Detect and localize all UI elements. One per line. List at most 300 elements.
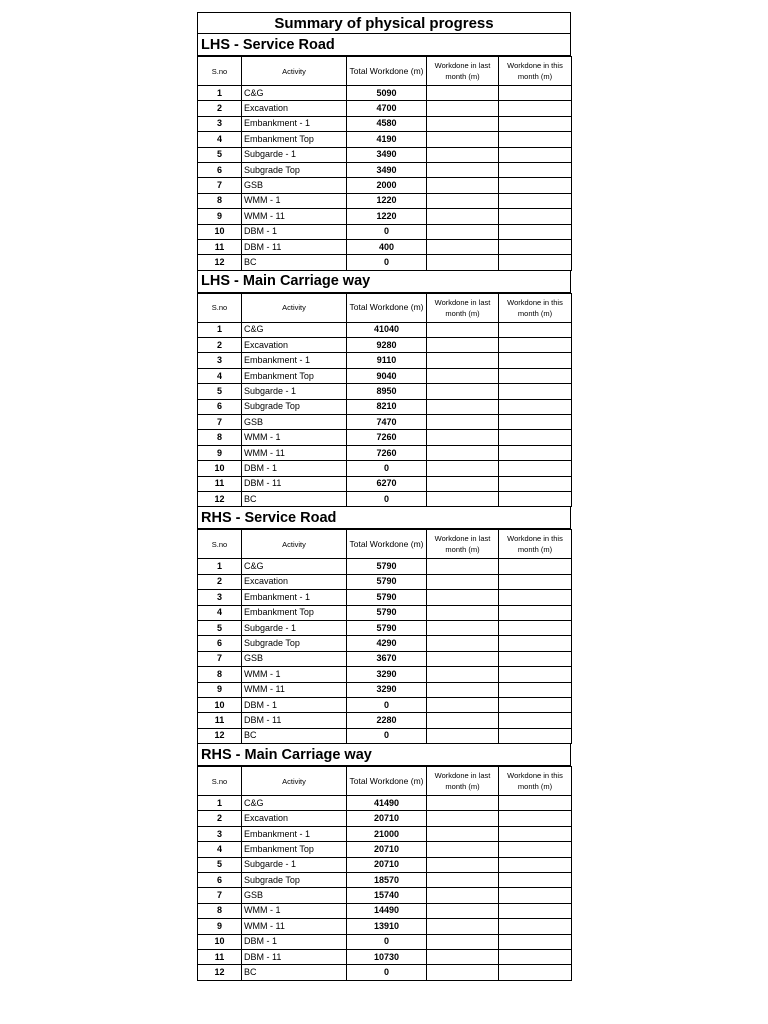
cell-sno: 12 (198, 255, 242, 270)
cell-last-month (427, 209, 499, 224)
cell-activity: Embankment Top (242, 842, 347, 857)
cell-sno: 5 (198, 857, 242, 872)
cell-this-month (499, 86, 572, 101)
cell-last-month (427, 353, 499, 368)
cell-total-workdone: 9280 (347, 338, 427, 353)
table-row (198, 193, 572, 208)
cell-activity: BC (242, 491, 347, 506)
cell-this-month (499, 116, 572, 131)
cell-sno: 9 (198, 682, 242, 697)
cell-total-workdone: 4700 (347, 101, 427, 116)
cell-total-workdone: 3670 (347, 651, 427, 666)
cell-last-month (427, 445, 499, 460)
header-activity: Activity (242, 530, 347, 559)
cell-this-month (499, 338, 572, 353)
cell-sno: 7 (198, 888, 242, 903)
cell-total-workdone: 5790 (347, 574, 427, 589)
table-row (198, 590, 572, 605)
cell-sno: 2 (198, 574, 242, 589)
section (197, 34, 571, 271)
cell-last-month (427, 574, 499, 589)
section-heading: LHS - Service Road (197, 34, 571, 56)
cell-activity: Subgarde - 1 (242, 620, 347, 635)
cell-last-month (427, 255, 499, 270)
cell-activity: DBM - 1 (242, 934, 347, 949)
cell-this-month (499, 368, 572, 383)
cell-total-workdone: 400 (347, 239, 427, 254)
table-row (198, 445, 572, 460)
cell-activity: WMM - 11 (242, 919, 347, 934)
header-total-workdone: Total Workdone (m) (347, 57, 427, 86)
cell-last-month (427, 636, 499, 651)
cell-total-workdone: 41040 (347, 322, 427, 337)
table-row (198, 667, 572, 682)
table-row (198, 399, 572, 414)
cell-total-workdone: 15740 (347, 888, 427, 903)
cell-activity: WMM - 1 (242, 903, 347, 918)
cell-sno: 10 (198, 224, 242, 239)
cell-this-month (499, 147, 572, 162)
cell-total-workdone: 9110 (347, 353, 427, 368)
cell-activity: Excavation (242, 811, 347, 826)
header-row (198, 530, 572, 559)
cell-last-month (427, 651, 499, 666)
cell-sno: 5 (198, 384, 242, 399)
cell-total-workdone: 10730 (347, 949, 427, 964)
cell-last-month (427, 857, 499, 872)
table-row (198, 949, 572, 964)
cell-this-month (499, 857, 572, 872)
cell-sno: 11 (198, 949, 242, 964)
cell-this-month (499, 811, 572, 826)
cell-sno: 1 (198, 796, 242, 811)
header-total-workdone: Total Workdone (m) (347, 767, 427, 796)
cell-this-month (499, 713, 572, 728)
table-row (198, 796, 572, 811)
table-row (198, 903, 572, 918)
cell-activity: DBM - 11 (242, 239, 347, 254)
cell-activity: WMM - 11 (242, 682, 347, 697)
cell-last-month (427, 796, 499, 811)
cell-activity: Excavation (242, 101, 347, 116)
cell-sno: 9 (198, 209, 242, 224)
cell-this-month (499, 132, 572, 147)
progress-sheet (197, 12, 571, 981)
cell-last-month (427, 728, 499, 743)
table-row (198, 697, 572, 712)
table-row (198, 178, 572, 193)
cell-total-workdone: 7260 (347, 430, 427, 445)
cell-last-month (427, 903, 499, 918)
cell-activity: WMM - 1 (242, 430, 347, 445)
cell-this-month (499, 322, 572, 337)
cell-total-workdone: 3290 (347, 667, 427, 682)
sheet-title: Summary of physical progress (197, 12, 571, 34)
cell-last-month (427, 368, 499, 383)
header-activity: Activity (242, 767, 347, 796)
table-row (198, 368, 572, 383)
cell-total-workdone: 1220 (347, 193, 427, 208)
cell-this-month (499, 667, 572, 682)
section-heading: RHS - Main Carriage way (197, 744, 571, 766)
cell-sno: 6 (198, 636, 242, 651)
cell-activity: DBM - 1 (242, 224, 347, 239)
cell-last-month (427, 934, 499, 949)
cell-last-month (427, 605, 499, 620)
cell-total-workdone: 0 (347, 728, 427, 743)
header-total-workdone: Total Workdone (m) (347, 293, 427, 322)
cell-last-month (427, 178, 499, 193)
cell-total-workdone: 6270 (347, 476, 427, 491)
cell-activity: Subgrade Top (242, 399, 347, 414)
cell-sno: 3 (198, 826, 242, 841)
cell-activity: WMM - 11 (242, 445, 347, 460)
cell-last-month (427, 384, 499, 399)
table-row (198, 965, 572, 980)
cell-sno: 3 (198, 116, 242, 131)
cell-activity: BC (242, 965, 347, 980)
cell-this-month (499, 620, 572, 635)
cell-this-month (499, 209, 572, 224)
cell-activity: Excavation (242, 574, 347, 589)
cell-total-workdone: 5790 (347, 590, 427, 605)
cell-total-workdone: 0 (347, 255, 427, 270)
cell-sno: 1 (198, 322, 242, 337)
cell-last-month (427, 338, 499, 353)
cell-activity: Subgrade Top (242, 873, 347, 888)
table-row (198, 873, 572, 888)
section-heading: RHS - Service Road (197, 507, 571, 529)
cell-total-workdone: 8210 (347, 399, 427, 414)
table-row (198, 322, 572, 337)
section-table (197, 293, 572, 508)
header-row (198, 293, 572, 322)
table-row (198, 239, 572, 254)
table-row (198, 116, 572, 131)
cell-activity: Embankment - 1 (242, 590, 347, 605)
table-row (198, 857, 572, 872)
cell-sno: 8 (198, 903, 242, 918)
cell-last-month (427, 682, 499, 697)
table-row (198, 461, 572, 476)
cell-activity: Subgarde - 1 (242, 147, 347, 162)
cell-last-month (427, 322, 499, 337)
cell-activity: BC (242, 255, 347, 270)
cell-this-month (499, 934, 572, 949)
header-this-month: Workdone in this month (m) (499, 57, 572, 86)
cell-last-month (427, 399, 499, 414)
cell-activity: DBM - 11 (242, 949, 347, 964)
cell-sno: 9 (198, 445, 242, 460)
cell-activity: Embankment Top (242, 605, 347, 620)
cell-this-month (499, 491, 572, 506)
section-table (197, 56, 572, 271)
cell-activity: WMM - 1 (242, 667, 347, 682)
header-last-month: Workdone in last month (m) (427, 57, 499, 86)
table-row (198, 713, 572, 728)
cell-last-month (427, 949, 499, 964)
cell-activity: Subgrade Top (242, 636, 347, 651)
cell-sno: 10 (198, 697, 242, 712)
cell-total-workdone: 0 (347, 934, 427, 949)
cell-this-month (499, 697, 572, 712)
cell-sno: 2 (198, 811, 242, 826)
cell-total-workdone: 0 (347, 965, 427, 980)
cell-this-month (499, 919, 572, 934)
cell-sno: 2 (198, 338, 242, 353)
cell-total-workdone: 5790 (347, 620, 427, 635)
cell-total-workdone: 5090 (347, 86, 427, 101)
cell-last-month (427, 193, 499, 208)
cell-total-workdone: 14490 (347, 903, 427, 918)
cell-sno: 9 (198, 919, 242, 934)
cell-total-workdone: 41490 (347, 796, 427, 811)
header-row (198, 767, 572, 796)
cell-activity: C&G (242, 322, 347, 337)
cell-activity: Embankment - 1 (242, 116, 347, 131)
header-sno: S.no (198, 57, 242, 86)
cell-total-workdone: 18570 (347, 873, 427, 888)
cell-activity: Embankment Top (242, 132, 347, 147)
cell-last-month (427, 713, 499, 728)
cell-sno: 7 (198, 651, 242, 666)
table-row (198, 86, 572, 101)
table-row (198, 415, 572, 430)
cell-sno: 12 (198, 491, 242, 506)
cell-this-month (499, 842, 572, 857)
cell-this-month (499, 605, 572, 620)
cell-total-workdone: 7260 (347, 445, 427, 460)
table-row (198, 888, 572, 903)
cell-last-month (427, 811, 499, 826)
table-row (198, 147, 572, 162)
cell-this-month (499, 796, 572, 811)
cell-sno: 8 (198, 667, 242, 682)
cell-this-month (499, 445, 572, 460)
cell-activity: BC (242, 728, 347, 743)
cell-activity: C&G (242, 796, 347, 811)
cell-last-month (427, 101, 499, 116)
cell-last-month (427, 559, 499, 574)
section (197, 744, 571, 981)
section-table (197, 766, 572, 981)
cell-last-month (427, 873, 499, 888)
header-activity: Activity (242, 293, 347, 322)
cell-last-month (427, 132, 499, 147)
cell-sno: 11 (198, 713, 242, 728)
cell-this-month (499, 353, 572, 368)
cell-activity: Subgarde - 1 (242, 857, 347, 872)
header-sno: S.no (198, 767, 242, 796)
table-row (198, 826, 572, 841)
cell-activity: Embankment - 1 (242, 353, 347, 368)
cell-sno: 3 (198, 353, 242, 368)
table-row (198, 651, 572, 666)
header-last-month: Workdone in last month (m) (427, 767, 499, 796)
cell-sno: 7 (198, 415, 242, 430)
table-row (198, 255, 572, 270)
cell-sno: 3 (198, 590, 242, 605)
cell-sno: 4 (198, 132, 242, 147)
cell-sno: 4 (198, 605, 242, 620)
table-row (198, 842, 572, 857)
cell-this-month (499, 873, 572, 888)
cell-activity: Embankment Top (242, 368, 347, 383)
cell-this-month (499, 903, 572, 918)
header-this-month: Workdone in this month (m) (499, 530, 572, 559)
section-heading: LHS - Main Carriage way (197, 271, 571, 293)
cell-total-workdone: 4580 (347, 116, 427, 131)
cell-activity: DBM - 11 (242, 476, 347, 491)
cell-this-month (499, 636, 572, 651)
cell-this-month (499, 651, 572, 666)
table-row (198, 811, 572, 826)
cell-this-month (499, 590, 572, 605)
cell-this-month (499, 193, 572, 208)
cell-sno: 6 (198, 399, 242, 414)
cell-sno: 7 (198, 178, 242, 193)
cell-this-month (499, 949, 572, 964)
table-row (198, 224, 572, 239)
cell-total-workdone: 3490 (347, 162, 427, 177)
cell-last-month (427, 697, 499, 712)
table-row (198, 338, 572, 353)
sections-container (197, 34, 571, 981)
cell-sno: 6 (198, 162, 242, 177)
table-row (198, 620, 572, 635)
section (197, 271, 571, 508)
table-row (198, 476, 572, 491)
cell-total-workdone: 9040 (347, 368, 427, 383)
header-last-month: Workdone in last month (m) (427, 530, 499, 559)
cell-sno: 8 (198, 430, 242, 445)
cell-activity: C&G (242, 86, 347, 101)
cell-sno: 10 (198, 461, 242, 476)
cell-sno: 6 (198, 873, 242, 888)
header-row (198, 57, 572, 86)
cell-total-workdone: 21000 (347, 826, 427, 841)
cell-activity: C&G (242, 559, 347, 574)
cell-last-month (427, 430, 499, 445)
cell-this-month (499, 415, 572, 430)
cell-total-workdone: 20710 (347, 811, 427, 826)
cell-last-month (427, 224, 499, 239)
header-this-month: Workdone in this month (m) (499, 293, 572, 322)
cell-this-month (499, 682, 572, 697)
cell-activity: GSB (242, 415, 347, 430)
cell-last-month (427, 590, 499, 605)
table-row (198, 728, 572, 743)
cell-last-month (427, 415, 499, 430)
cell-last-month (427, 86, 499, 101)
cell-this-month (499, 826, 572, 841)
cell-activity: WMM - 1 (242, 193, 347, 208)
cell-total-workdone: 4190 (347, 132, 427, 147)
cell-this-month (499, 476, 572, 491)
cell-activity: Excavation (242, 338, 347, 353)
cell-sno: 1 (198, 86, 242, 101)
cell-this-month (499, 178, 572, 193)
cell-sno: 12 (198, 965, 242, 980)
cell-sno: 5 (198, 147, 242, 162)
cell-last-month (427, 667, 499, 682)
cell-total-workdone: 4290 (347, 636, 427, 651)
cell-this-month (499, 384, 572, 399)
cell-last-month (427, 476, 499, 491)
cell-total-workdone: 20710 (347, 857, 427, 872)
cell-this-month (499, 559, 572, 574)
cell-total-workdone: 0 (347, 224, 427, 239)
cell-this-month (499, 239, 572, 254)
cell-total-workdone: 0 (347, 491, 427, 506)
table-row (198, 430, 572, 445)
cell-last-month (427, 461, 499, 476)
header-total-workdone: Total Workdone (m) (347, 530, 427, 559)
cell-activity: GSB (242, 888, 347, 903)
cell-total-workdone: 20710 (347, 842, 427, 857)
cell-this-month (499, 888, 572, 903)
cell-total-workdone: 8950 (347, 384, 427, 399)
cell-this-month (499, 728, 572, 743)
cell-sno: 2 (198, 101, 242, 116)
cell-sno: 11 (198, 239, 242, 254)
cell-last-month (427, 888, 499, 903)
cell-this-month (499, 430, 572, 445)
cell-total-workdone: 0 (347, 697, 427, 712)
section (197, 507, 571, 744)
cell-this-month (499, 461, 572, 476)
cell-activity: Embankment - 1 (242, 826, 347, 841)
cell-last-month (427, 239, 499, 254)
cell-this-month (499, 255, 572, 270)
table-row (198, 605, 572, 620)
cell-last-month (427, 116, 499, 131)
cell-activity: Subgarde - 1 (242, 384, 347, 399)
section-table (197, 529, 572, 744)
cell-sno: 12 (198, 728, 242, 743)
cell-last-month (427, 965, 499, 980)
cell-total-workdone: 1220 (347, 209, 427, 224)
table-row (198, 162, 572, 177)
cell-activity: DBM - 1 (242, 461, 347, 476)
cell-sno: 8 (198, 193, 242, 208)
cell-this-month (499, 101, 572, 116)
table-row (198, 559, 572, 574)
header-last-month: Workdone in last month (m) (427, 293, 499, 322)
header-activity: Activity (242, 57, 347, 86)
table-row (198, 353, 572, 368)
cell-total-workdone: 3490 (347, 147, 427, 162)
table-row (198, 636, 572, 651)
cell-total-workdone: 3290 (347, 682, 427, 697)
cell-last-month (427, 491, 499, 506)
cell-total-workdone: 5790 (347, 559, 427, 574)
cell-total-workdone: 2280 (347, 713, 427, 728)
table-row (198, 209, 572, 224)
cell-last-month (427, 147, 499, 162)
table-row (198, 384, 572, 399)
cell-last-month (427, 842, 499, 857)
cell-total-workdone: 7470 (347, 415, 427, 430)
cell-last-month (427, 826, 499, 841)
cell-sno: 4 (198, 368, 242, 383)
cell-this-month (499, 574, 572, 589)
header-sno: S.no (198, 293, 242, 322)
cell-last-month (427, 620, 499, 635)
cell-activity: GSB (242, 651, 347, 666)
cell-activity: Subgrade Top (242, 162, 347, 177)
table-row (198, 919, 572, 934)
